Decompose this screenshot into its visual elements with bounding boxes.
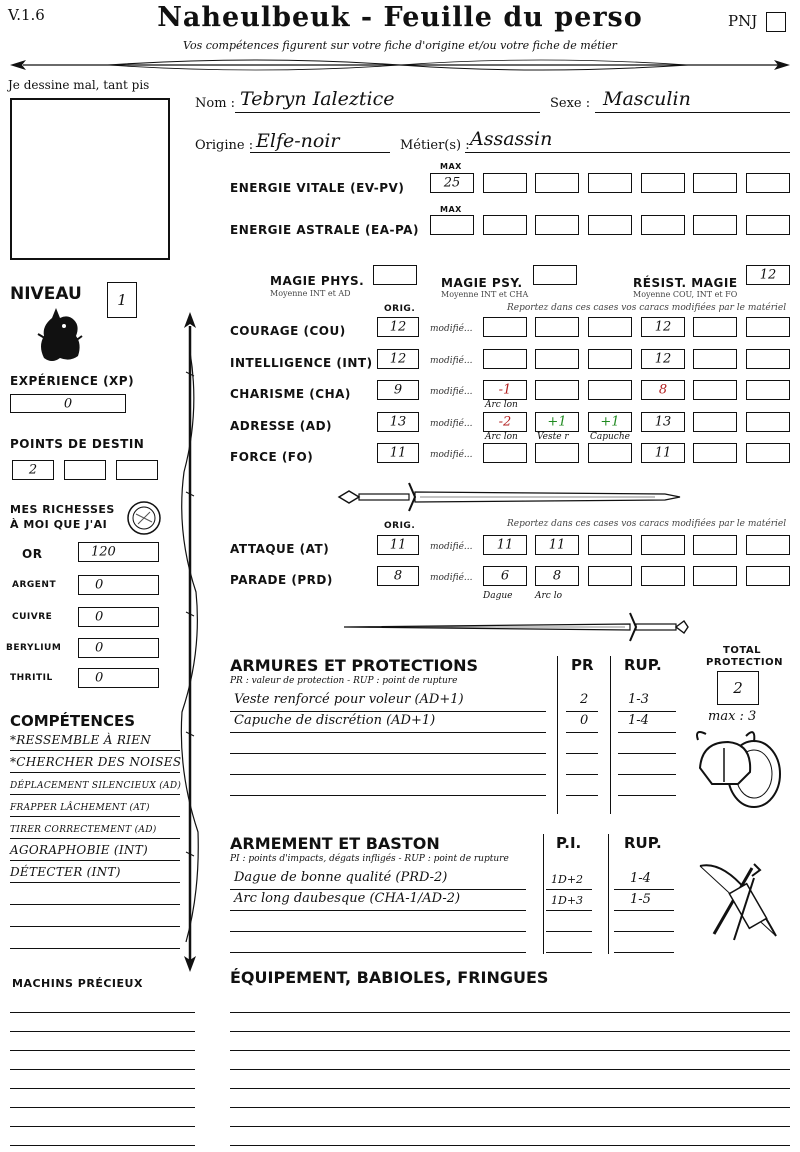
stat-cell-3-3-value: 13 [654,414,672,429]
sexe-label: Sexe : [550,96,591,111]
combat-cell-1-0[interactable] [483,566,527,586]
precious-line-3[interactable] [10,1069,195,1070]
ea-box-4[interactable] [588,215,632,235]
stat-cell-2-0[interactable] [483,380,527,400]
stat-cell-1-3[interactable] [641,349,685,369]
skill-item-5[interactable]: AGORAPHOBIE (INT) [10,843,149,857]
weapon-line-3 [230,952,526,953]
weapon-pi-0[interactable]: 1D+2 [551,873,584,886]
equipment-line-5[interactable] [230,1107,790,1108]
armor-pr-line-0 [566,711,598,712]
combat-modifie-1: modifié... [430,573,473,583]
resist-magie-box[interactable]: 12 [746,265,790,285]
skill-item-2[interactable]: DÉPLACEMENT SILENCIEUX (AD) [10,781,182,791]
precious-line-6[interactable] [10,1126,195,1127]
stats-report-note: Reportez dans ces cases vos caracs modifiées par le matériel [507,303,787,313]
skill-item-3[interactable]: FRAPPER LÂCHEMENT (AT) [10,803,150,813]
niveau-box[interactable]: 1 [107,282,137,318]
armor-line-0 [230,711,546,712]
magie-psy-sub: Moyenne INT et CHA [441,290,529,299]
precious-line-0[interactable] [10,1012,195,1013]
skill-item-4[interactable]: TIRER CORRECTEMENT (AD) [10,825,157,835]
equipment-line-6[interactable] [230,1126,790,1127]
weapons-icon [694,856,784,946]
stat-cell-1-1[interactable] [535,349,579,369]
skill-line-6 [10,882,180,883]
armor-line-1 [230,732,546,733]
portrait-box[interactable] [10,98,170,260]
weapon-rup-line-2 [614,931,674,932]
stat-label-3: ADRESSE (AD) [230,418,333,433]
combat-cell-1-3[interactable] [641,566,685,586]
armor-name-1[interactable]: Capuche de discrétion (AD+1) [234,713,436,728]
stat-cell-4-1[interactable] [535,443,579,463]
precious-line-5[interactable] [10,1107,195,1108]
destin-box-2[interactable] [64,460,106,480]
weapon-rup-line-3 [614,952,674,953]
armor-pr-line-2 [566,753,598,754]
cuivre-box[interactable]: 0 [78,607,159,627]
weapon-pi-line-2 [546,931,592,932]
armor-rup-0[interactable]: 1-3 [628,692,649,707]
combat-cell-0-5[interactable] [746,535,790,555]
stat-cell-3-3[interactable] [641,412,685,432]
argent-box[interactable]: 0 [78,575,159,595]
pnj-label: PNJ [728,12,758,30]
stat-cell-4-4[interactable] [693,443,737,463]
stat-orig-0-value: 12 [389,319,407,335]
precious-line-4[interactable] [10,1088,195,1089]
destin-label: POINTS DE DESTIN [10,437,145,451]
ea-box-7[interactable] [746,215,790,235]
combat-note-1: Dague [483,591,513,601]
destin-box-1-value: 2 [28,462,38,478]
stat-cell-0-0[interactable] [483,317,527,337]
destin-box-1[interactable] [12,460,54,480]
sword-icon-2 [340,607,690,647]
total-protection-box[interactable]: 2 [717,671,759,705]
stat-cell-3-4[interactable] [693,412,737,432]
xp-label: EXPÉRIENCE (XP) [10,374,135,388]
armor-rup-line-3 [618,774,676,775]
stat-cell-0-2[interactable] [588,317,632,337]
weapon-name-0[interactable]: Dague de bonne qualité (PRD-2) [234,870,448,885]
ea-box-6[interactable] [693,215,737,235]
total-protection-label-1: TOTAL [723,645,761,656]
weapon-line-2 [230,931,526,932]
thritil-box[interactable]: 0 [78,668,159,688]
weapon-pi-line-0 [546,889,592,890]
weapon-pi-1[interactable]: 1D+3 [551,894,584,907]
or-box[interactable]: 120 [78,542,159,562]
stat-orig-1[interactable] [377,349,419,369]
sexe-field[interactable]: Masculin [603,88,691,110]
stat-cell-0-1[interactable] [535,317,579,337]
riches-label-2: À MOI QUE J'AI [10,518,108,531]
combat-note-2: Arc lo [535,591,562,601]
stat-cell-4-5[interactable] [746,443,790,463]
ev-label: ENERGIE VITALE (EV-PV) [230,181,405,195]
combat-cell-0-1[interactable] [535,535,579,555]
stat-cell-4-3-value: 11 [654,445,672,461]
stat-cell-1-0[interactable] [483,349,527,369]
xp-box[interactable]: 0 [10,394,126,413]
stat-cell-4-2[interactable] [588,443,632,463]
weapons-title: ARMEMENT ET BASTON [230,834,440,853]
armor-rup-line-0 [618,711,676,712]
skill-line-4 [10,838,180,839]
combat-label-0: ATTAQUE (AT) [230,542,330,556]
stat-cell-2-2[interactable] [588,380,632,400]
origine-field[interactable]: Elfe-noir [256,130,340,152]
skill-line-0 [10,750,180,751]
combat-cell-0-2[interactable] [588,535,632,555]
pnj-checkbox[interactable] [766,12,786,32]
stat-cell-1-2[interactable] [588,349,632,369]
combat-cell-0-3[interactable] [641,535,685,555]
combat-orig-1[interactable] [377,566,419,586]
combat-cell-1-4[interactable] [693,566,737,586]
armor-pr-line-4 [566,795,598,796]
armor-col-rup: RUP. [624,656,662,674]
berylium-label: BERYLIUM [6,643,62,653]
ea-label: ENERGIE ASTRALE (EA-PA) [230,223,419,237]
weapon-line-0 [230,889,526,890]
riches-label-1: MES RICHESSES [10,503,115,516]
stat-cell-2-5[interactable] [746,380,790,400]
equipment-title: ÉQUIPEMENT, BABIOLES, FRINGUES [230,968,549,987]
stat-orig-3-value: 13 [389,414,407,429]
ev-box-1[interactable] [430,173,474,193]
stat-orig-4[interactable] [377,443,419,463]
equipment-line-0[interactable] [230,1012,790,1013]
stat-cell-0-3-value: 12 [654,319,672,335]
armor-pr-0[interactable]: 2 [580,692,589,707]
weapons-col-rup: RUP. [624,834,662,852]
skill-item-1[interactable]: *CHERCHER DES NOISES [10,755,182,769]
equipment-line-4[interactable] [230,1088,790,1089]
stat-orig-0[interactable] [377,317,419,337]
armor-line-3 [230,774,546,775]
stat-note-3-1: Veste r [537,431,569,442]
stat-modifie-3: modifié... [430,418,473,429]
stats-orig-label: ORIG. [384,304,416,314]
combat-cell-1-5[interactable] [746,566,790,586]
stat-label-0: COURAGE (COU) [230,324,346,338]
total-protection-label-2: PROTECTION [706,657,783,668]
weapons-col-pi: P.I. [556,834,582,852]
stat-cell-4-3[interactable] [641,443,685,463]
skill-item-0[interactable]: *RESSEMBLE À RIEN [10,733,152,747]
armor-pr-line-1 [566,732,598,733]
armor-line-2 [230,753,546,754]
stat-cell-3-2[interactable] [588,412,632,432]
dragon-icon [34,306,84,364]
skill-line-9 [10,948,180,949]
stat-orig-1-value: 12 [389,351,407,366]
ev-box-6[interactable] [693,173,737,193]
machins-precieux-label: MACHINS PRÉCIEUX [12,977,143,990]
combat-cell-1-1-value: 8 [552,568,562,584]
combat-orig-0-value: 11 [389,537,407,553]
weapon-rup-line-0 [614,889,674,890]
origine-label: Origine : [195,138,254,153]
niveau-label: NIVEAU [10,284,82,304]
precious-line-7[interactable] [10,1145,195,1146]
sword-icon-1 [335,477,685,517]
combat-cell-1-1[interactable] [535,566,579,586]
skill-line-3 [10,816,180,817]
stat-orig-2-value: 9 [393,382,403,398]
magie-psy-box[interactable] [533,265,577,285]
ea-max-label: MAX [440,205,462,214]
skill-line-1 [10,772,180,773]
argent-label: ARGENT [12,580,57,590]
stat-cell-4-0[interactable] [483,443,527,463]
weapon-rup-line-1 [614,910,674,911]
combat-cell-0-0-value: 11 [496,537,514,553]
stat-label-4: FORCE (FO) [230,450,314,464]
stat-cell-1-4[interactable] [693,349,737,369]
magie-phys-box[interactable] [373,265,417,285]
stat-note-3-0: Arc lon [485,431,518,442]
weapon-line-1 [230,910,526,911]
armor-title: ARMURES ET PROTECTIONS [230,656,478,675]
header-spear-divider [8,55,792,75]
armor-pr-1[interactable]: 0 [580,713,589,728]
ea-box-2[interactable] [483,215,527,235]
stat-cell-2-3-value: 8 [658,382,668,398]
skill-line-2 [10,794,180,795]
magie-phys-sub: Moyenne INT et AD [270,289,351,298]
page-subtitle: Vos compétences figurent sur votre fiche d'origine et/ou votre fiche de métier [183,39,617,52]
stat-orig-4-value: 11 [389,445,407,461]
competences-label: COMPÉTENCES [10,712,136,730]
combat-orig-0[interactable] [377,535,419,555]
ea-box-1[interactable] [430,215,474,235]
stat-cell-0-5[interactable] [746,317,790,337]
berylium-box[interactable]: 0 [78,638,159,658]
equipment-line-3[interactable] [230,1069,790,1070]
stat-cell-0-3[interactable] [641,317,685,337]
weapon-rup-1[interactable]: 1-5 [630,892,651,907]
combat-cell-1-0-value: 6 [500,568,510,584]
resist-magie-sub: Moyenne COU, INT et FO [633,290,738,299]
skill-line-5 [10,860,180,861]
weapon-pi-line-3 [546,952,592,953]
stat-cell-1-3-value: 12 [654,351,672,366]
page-title: Naheulbeuk - Feuille du perso [157,2,643,33]
skill-line-8 [10,926,180,927]
thritil-label: THRITIL [10,673,53,683]
stat-cell-3-1-value: +1 [547,414,567,429]
ev-max-label: MAX [440,162,462,171]
ev-box-4[interactable] [588,173,632,193]
combat-modifie-0: modifié... [430,542,473,552]
destin-box-3[interactable] [116,460,158,480]
stat-label-1: INTELLIGENCE (INT) [230,355,373,370]
combat-cell-0-4[interactable] [693,535,737,555]
stat-cell-1-5[interactable] [746,349,790,369]
version-label: V.1.6 [8,6,45,24]
combat-cell-0-0[interactable] [483,535,527,555]
equipment-line-7[interactable] [230,1145,790,1146]
ev-box-3[interactable] [535,173,579,193]
armor-pr-line-3 [566,774,598,775]
ea-box-3[interactable] [535,215,579,235]
precious-line-2[interactable] [10,1050,195,1051]
combat-label-1: PARADE (PRD) [230,573,333,587]
weapons-sub: PI : points d'impacts, dégats infligés - RUP : point de rupture [230,854,509,864]
weapon-name-1[interactable]: Arc long daubesque (CHA-1/AD-2) [234,891,461,906]
equipment-line-1[interactable] [230,1031,790,1032]
stat-cell-3-1[interactable] [535,412,579,432]
combat-cell-0-1-value: 11 [548,537,566,553]
stat-cell-0-4[interactable] [693,317,737,337]
magie-psy-label: MAGIE PSY. [441,276,523,290]
stat-note-2-0: Arc lon [485,400,518,410]
skill-line-7 [10,904,180,905]
stat-modifie-4: modifié... [430,450,473,460]
weapon-rup-0[interactable]: 1-4 [630,871,651,886]
ea-box-5[interactable] [641,215,685,235]
ev-box-7[interactable] [746,173,790,193]
stat-modifie-2: modifié... [430,387,473,397]
stat-orig-2[interactable] [377,380,419,400]
or-label: OR [22,547,43,561]
precious-line-1[interactable] [10,1031,195,1032]
combat-orig-label: ORIG. [384,521,416,531]
stat-modifie-0: modifié... [430,324,473,334]
stat-label-2: CHARISME (CHA) [230,387,351,401]
skill-item-6[interactable]: DÉTECTER (INT) [10,865,121,879]
stat-cell-3-5[interactable] [746,412,790,432]
weapon-pi-line-1 [546,910,592,911]
stat-orig-3[interactable] [377,412,419,432]
ev-box-5[interactable] [641,173,685,193]
armor-rup-1[interactable]: 1-4 [628,713,649,728]
resist-magie-label: RÉSIST. MAGIE [633,276,738,290]
helmet-shield-icon [694,728,784,812]
nom-label: Nom : [195,96,236,111]
armor-rup-line-4 [618,795,676,796]
armor-sub: PR : valeur de protection - RUP : point de rupture [230,676,458,686]
cuivre-label: CUIVRE [12,612,53,622]
stat-cell-2-4[interactable] [693,380,737,400]
armor-rup-line-1 [618,732,676,733]
stat-note-3-2: Capuche [590,431,630,442]
coin-icon [126,500,162,536]
stat-cell-3-0-value: -2 [498,414,512,429]
nom-field[interactable]: Tebryn Ialeztice [240,88,395,110]
armor-name-0[interactable]: Veste renforcé pour voleur (AD+1) [234,692,464,707]
max-protection-note: max : 3 [708,709,757,724]
stat-cell-3-2-value: +1 [600,414,620,429]
armor-rup-line-2 [618,753,676,754]
stat-cell-2-0-value: -1 [498,382,512,398]
equipment-line-2[interactable] [230,1050,790,1051]
combat-orig-1-value: 8 [393,568,403,584]
metier-label: Métier(s) : [400,138,470,153]
magie-phys-label: MAGIE PHYS. [270,274,365,288]
spear-decoration [178,312,202,972]
armor-col-pr: PR [571,656,594,674]
combat-cell-1-2[interactable] [588,566,632,586]
ev-box-1-value: 25 [443,175,461,191]
stat-modifie-1: modifié... [430,355,473,366]
ev-box-2[interactable] [483,173,527,193]
stat-cell-2-1[interactable] [535,380,579,400]
stat-cell-3-0[interactable] [483,412,527,432]
stat-cell-2-3[interactable] [641,380,685,400]
metier-field[interactable]: Assassin [470,128,553,150]
armor-line-4 [230,795,546,796]
portrait-caption: Je dessine mal, tant pis [8,78,150,92]
combat-report-note: Reportez dans ces cases vos caracs modifiées par le matériel [507,519,787,529]
